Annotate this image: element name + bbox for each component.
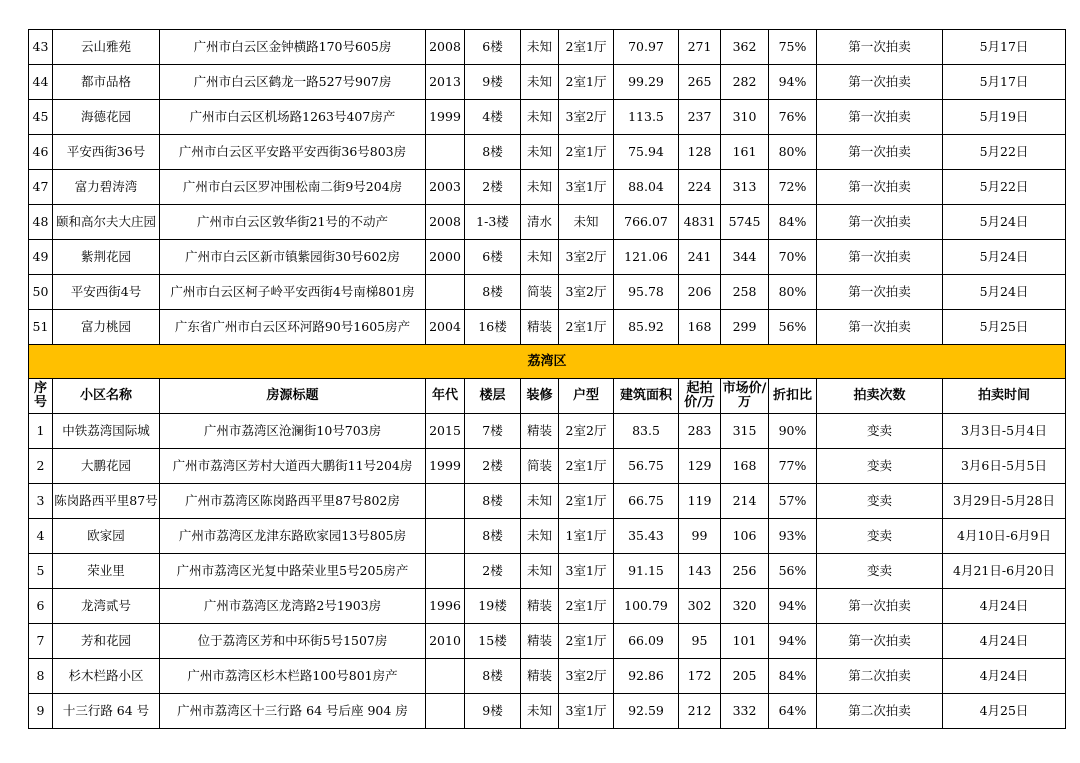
cell-auction-round: 第一次拍卖 bbox=[817, 240, 943, 275]
cell-discount: 80% bbox=[769, 135, 817, 170]
cell-floor: 6楼 bbox=[465, 240, 521, 275]
cell-market-price: 256 bbox=[721, 554, 769, 589]
header-index: 序号 bbox=[29, 379, 53, 414]
cell-floor: 2楼 bbox=[465, 449, 521, 484]
cell-community: 海德花园 bbox=[53, 100, 160, 135]
cell-start-price: 99 bbox=[679, 519, 721, 554]
cell-floor: 1-3楼 bbox=[465, 205, 521, 240]
cell-index: 51 bbox=[29, 310, 53, 345]
cell-title: 广州市荔湾区十三行路 64 号后座 904 房 bbox=[160, 694, 426, 729]
cell-area: 766.07 bbox=[614, 205, 679, 240]
cell-community: 芳和花园 bbox=[53, 624, 160, 659]
cell-market-price: 320 bbox=[721, 589, 769, 624]
cell-discount: 75% bbox=[769, 30, 817, 65]
cell-area: 88.04 bbox=[614, 170, 679, 205]
cell-market-price: 315 bbox=[721, 414, 769, 449]
cell-year bbox=[426, 519, 465, 554]
header-start-price: 起拍价/万 bbox=[679, 379, 721, 414]
cell-auction-date: 4月24日 bbox=[943, 659, 1066, 694]
cell-area: 91.15 bbox=[614, 554, 679, 589]
cell-year: 1999 bbox=[426, 100, 465, 135]
cell-auction-round: 变卖 bbox=[817, 519, 943, 554]
cell-layout: 3室2厅 bbox=[559, 240, 614, 275]
table-row bbox=[29, 205, 1066, 240]
cell-area: 95.78 bbox=[614, 275, 679, 310]
cell-layout: 3室1厅 bbox=[559, 554, 614, 589]
cell-title: 广州市白云区新市镇紫园街30号602房 bbox=[160, 240, 426, 275]
table-row bbox=[29, 554, 1066, 589]
cell-market-price: 313 bbox=[721, 170, 769, 205]
cell-start-price: 168 bbox=[679, 310, 721, 345]
cell-decoration: 精装 bbox=[521, 659, 559, 694]
cell-discount: 72% bbox=[769, 170, 817, 205]
cell-layout: 3室2厅 bbox=[559, 275, 614, 310]
cell-title: 广州市白云区敦华街21号的不动产 bbox=[160, 205, 426, 240]
cell-community: 中铁荔湾国际城 bbox=[53, 414, 160, 449]
cell-year bbox=[426, 275, 465, 310]
table-row bbox=[29, 170, 1066, 205]
cell-decoration: 清水 bbox=[521, 205, 559, 240]
cell-market-price: 362 bbox=[721, 30, 769, 65]
cell-index: 43 bbox=[29, 30, 53, 65]
cell-area: 99.29 bbox=[614, 65, 679, 100]
cell-year: 2008 bbox=[426, 30, 465, 65]
cell-auction-date: 4月24日 bbox=[943, 624, 1066, 659]
cell-area: 70.97 bbox=[614, 30, 679, 65]
cell-auction-date: 4月21日-6月20日 bbox=[943, 554, 1066, 589]
cell-market-price: 5745 bbox=[721, 205, 769, 240]
cell-area: 56.75 bbox=[614, 449, 679, 484]
cell-area: 113.5 bbox=[614, 100, 679, 135]
cell-auction-date: 5月19日 bbox=[943, 100, 1066, 135]
cell-market-price: 168 bbox=[721, 449, 769, 484]
cell-auction-round: 第一次拍卖 bbox=[817, 65, 943, 100]
cell-index: 9 bbox=[29, 694, 53, 729]
cell-start-price: 129 bbox=[679, 449, 721, 484]
cell-decoration: 未知 bbox=[521, 484, 559, 519]
cell-auction-round: 变卖 bbox=[817, 414, 943, 449]
cell-auction-round: 第二次拍卖 bbox=[817, 694, 943, 729]
cell-market-price: 214 bbox=[721, 484, 769, 519]
auction-listing-table bbox=[28, 29, 1066, 729]
cell-auction-round: 第一次拍卖 bbox=[817, 135, 943, 170]
cell-auction-round: 第一次拍卖 bbox=[817, 589, 943, 624]
cell-title: 广州市白云区罗冲围松南二街9号204房 bbox=[160, 170, 426, 205]
cell-layout: 3室2厅 bbox=[559, 659, 614, 694]
cell-community: 十三行路 64 号 bbox=[53, 694, 160, 729]
cell-year: 2000 bbox=[426, 240, 465, 275]
cell-market-price: 344 bbox=[721, 240, 769, 275]
cell-auction-round: 第一次拍卖 bbox=[817, 170, 943, 205]
cell-layout: 2室1厅 bbox=[559, 449, 614, 484]
cell-layout: 2室1厅 bbox=[559, 65, 614, 100]
cell-title: 广州市白云区金钟横路170号605房 bbox=[160, 30, 426, 65]
cell-index: 45 bbox=[29, 100, 53, 135]
cell-title: 广州市荔湾区龙津东路欧家园13号805房 bbox=[160, 519, 426, 554]
header-auction-round: 拍卖次数 bbox=[817, 379, 943, 414]
cell-floor: 7楼 bbox=[465, 414, 521, 449]
cell-index: 50 bbox=[29, 275, 53, 310]
cell-community: 富力桃园 bbox=[53, 310, 160, 345]
cell-index: 8 bbox=[29, 659, 53, 694]
cell-discount: 76% bbox=[769, 100, 817, 135]
cell-community: 颐和高尔夫大庄园 bbox=[53, 205, 160, 240]
cell-discount: 70% bbox=[769, 240, 817, 275]
cell-floor: 15楼 bbox=[465, 624, 521, 659]
cell-auction-date: 5月24日 bbox=[943, 205, 1066, 240]
cell-community: 紫荆花园 bbox=[53, 240, 160, 275]
cell-community: 平安西街4号 bbox=[53, 275, 160, 310]
cell-index: 49 bbox=[29, 240, 53, 275]
cell-decoration: 精装 bbox=[521, 414, 559, 449]
table-row bbox=[29, 65, 1066, 100]
cell-year bbox=[426, 135, 465, 170]
header-market-price: 市场价/万 bbox=[721, 379, 769, 414]
cell-area: 100.79 bbox=[614, 589, 679, 624]
header-layout: 户型 bbox=[559, 379, 614, 414]
cell-community: 龙湾贰号 bbox=[53, 589, 160, 624]
table-row bbox=[29, 449, 1066, 484]
cell-start-price: 212 bbox=[679, 694, 721, 729]
cell-discount: 90% bbox=[769, 414, 817, 449]
cell-year bbox=[426, 484, 465, 519]
cell-start-price: 271 bbox=[679, 30, 721, 65]
cell-floor: 16楼 bbox=[465, 310, 521, 345]
cell-layout: 2室1厅 bbox=[559, 589, 614, 624]
cell-start-price: 224 bbox=[679, 170, 721, 205]
cell-decoration: 未知 bbox=[521, 30, 559, 65]
cell-title: 位于荔湾区芳和中环街5号1507房 bbox=[160, 624, 426, 659]
cell-auction-date: 4月25日 bbox=[943, 694, 1066, 729]
cell-auction-round: 第一次拍卖 bbox=[817, 30, 943, 65]
cell-year: 2003 bbox=[426, 170, 465, 205]
cell-layout: 1室1厅 bbox=[559, 519, 614, 554]
cell-auction-round: 变卖 bbox=[817, 484, 943, 519]
cell-title: 广州市白云区平安路平安西街36号803房 bbox=[160, 135, 426, 170]
cell-market-price: 101 bbox=[721, 624, 769, 659]
cell-layout: 3室1厅 bbox=[559, 694, 614, 729]
cell-floor: 8楼 bbox=[465, 484, 521, 519]
cell-floor: 4楼 bbox=[465, 100, 521, 135]
cell-discount: 57% bbox=[769, 484, 817, 519]
cell-auction-date: 5月25日 bbox=[943, 310, 1066, 345]
cell-community: 杉木栏路小区 bbox=[53, 659, 160, 694]
cell-auction-date: 3月6日-5月5日 bbox=[943, 449, 1066, 484]
cell-index: 2 bbox=[29, 449, 53, 484]
liwan-rows bbox=[29, 414, 1066, 729]
cell-decoration: 未知 bbox=[521, 65, 559, 100]
cell-floor: 9楼 bbox=[465, 694, 521, 729]
cell-year bbox=[426, 554, 465, 589]
cell-index: 7 bbox=[29, 624, 53, 659]
cell-title: 广州市荔湾区杉木栏路100号801房产 bbox=[160, 659, 426, 694]
cell-discount: 56% bbox=[769, 310, 817, 345]
cell-layout: 2室2厅 bbox=[559, 414, 614, 449]
cell-decoration: 未知 bbox=[521, 240, 559, 275]
cell-title: 广州市白云区柯子岭平安西街4号南梯801房 bbox=[160, 275, 426, 310]
section-title: 荔湾区 bbox=[29, 345, 1066, 379]
table-row bbox=[29, 484, 1066, 519]
cell-year: 1996 bbox=[426, 589, 465, 624]
cell-auction-date: 4月24日 bbox=[943, 589, 1066, 624]
cell-market-price: 310 bbox=[721, 100, 769, 135]
cell-layout: 3室2厅 bbox=[559, 100, 614, 135]
cell-start-price: 95 bbox=[679, 624, 721, 659]
cell-floor: 9楼 bbox=[465, 65, 521, 100]
cell-title: 广州市白云区鹤龙一路527号907房 bbox=[160, 65, 426, 100]
cell-index: 46 bbox=[29, 135, 53, 170]
cell-floor: 2楼 bbox=[465, 170, 521, 205]
cell-area: 35.43 bbox=[614, 519, 679, 554]
cell-discount: 94% bbox=[769, 589, 817, 624]
cell-start-price: 4831 bbox=[679, 205, 721, 240]
cell-title: 广州市白云区机场路1263号407房产 bbox=[160, 100, 426, 135]
cell-auction-round: 第二次拍卖 bbox=[817, 659, 943, 694]
header-community: 小区名称 bbox=[53, 379, 160, 414]
cell-auction-round: 变卖 bbox=[817, 449, 943, 484]
cell-start-price: 172 bbox=[679, 659, 721, 694]
table-row bbox=[29, 30, 1066, 65]
cell-title: 广州市荔湾区光复中路荣业里5号205房产 bbox=[160, 554, 426, 589]
table-row bbox=[29, 694, 1066, 729]
cell-auction-round: 变卖 bbox=[817, 554, 943, 589]
table-row bbox=[29, 624, 1066, 659]
cell-decoration: 简装 bbox=[521, 275, 559, 310]
table-row bbox=[29, 659, 1066, 694]
cell-year: 2013 bbox=[426, 65, 465, 100]
cell-area: 75.94 bbox=[614, 135, 679, 170]
cell-community: 平安西街36号 bbox=[53, 135, 160, 170]
cell-layout: 2室1厅 bbox=[559, 310, 614, 345]
table-row bbox=[29, 414, 1066, 449]
cell-auction-date: 5月24日 bbox=[943, 240, 1066, 275]
cell-index: 1 bbox=[29, 414, 53, 449]
cell-community: 欧家园 bbox=[53, 519, 160, 554]
cell-area: 92.59 bbox=[614, 694, 679, 729]
cell-auction-date: 5月17日 bbox=[943, 30, 1066, 65]
cell-start-price: 283 bbox=[679, 414, 721, 449]
header-row bbox=[29, 379, 1066, 414]
cell-start-price: 119 bbox=[679, 484, 721, 519]
section-row-liwan bbox=[29, 345, 1066, 379]
cell-discount: 94% bbox=[769, 624, 817, 659]
cell-community: 陈岗路西平里87号 bbox=[53, 484, 160, 519]
cell-decoration: 精装 bbox=[521, 624, 559, 659]
cell-decoration: 未知 bbox=[521, 694, 559, 729]
cell-area: 66.09 bbox=[614, 624, 679, 659]
cell-floor: 8楼 bbox=[465, 519, 521, 554]
table-row bbox=[29, 240, 1066, 275]
cell-year bbox=[426, 659, 465, 694]
cell-discount: 64% bbox=[769, 694, 817, 729]
cell-floor: 8楼 bbox=[465, 135, 521, 170]
baiyun-rows bbox=[29, 30, 1066, 345]
cell-decoration: 未知 bbox=[521, 170, 559, 205]
cell-start-price: 128 bbox=[679, 135, 721, 170]
cell-year: 2004 bbox=[426, 310, 465, 345]
cell-market-price: 161 bbox=[721, 135, 769, 170]
cell-auction-round: 第一次拍卖 bbox=[817, 205, 943, 240]
cell-floor: 8楼 bbox=[465, 275, 521, 310]
cell-layout: 2室1厅 bbox=[559, 30, 614, 65]
cell-auction-date: 4月10日-6月9日 bbox=[943, 519, 1066, 554]
cell-title: 广州市荔湾区芳村大道西大鹏街11号204房 bbox=[160, 449, 426, 484]
cell-market-price: 106 bbox=[721, 519, 769, 554]
cell-community: 荣业里 bbox=[53, 554, 160, 589]
cell-area: 121.06 bbox=[614, 240, 679, 275]
cell-index: 6 bbox=[29, 589, 53, 624]
header-floor: 楼层 bbox=[465, 379, 521, 414]
cell-layout: 2室1厅 bbox=[559, 624, 614, 659]
header-area: 建筑面积 bbox=[614, 379, 679, 414]
header-discount: 折扣比 bbox=[769, 379, 817, 414]
cell-start-price: 206 bbox=[679, 275, 721, 310]
cell-floor: 2楼 bbox=[465, 554, 521, 589]
cell-year bbox=[426, 694, 465, 729]
cell-market-price: 299 bbox=[721, 310, 769, 345]
cell-community: 云山雅苑 bbox=[53, 30, 160, 65]
cell-auction-round: 第一次拍卖 bbox=[817, 310, 943, 345]
cell-year: 2015 bbox=[426, 414, 465, 449]
cell-year: 2008 bbox=[426, 205, 465, 240]
cell-index: 5 bbox=[29, 554, 53, 589]
cell-year: 1999 bbox=[426, 449, 465, 484]
cell-layout: 2室1厅 bbox=[559, 135, 614, 170]
cell-discount: 84% bbox=[769, 659, 817, 694]
cell-floor: 6楼 bbox=[465, 30, 521, 65]
cell-title: 广州市荔湾区沧澜街10号703房 bbox=[160, 414, 426, 449]
table-row bbox=[29, 589, 1066, 624]
table-row bbox=[29, 275, 1066, 310]
header-auction-date: 拍卖时间 bbox=[943, 379, 1066, 414]
cell-auction-round: 第一次拍卖 bbox=[817, 100, 943, 135]
header-title: 房源标题 bbox=[160, 379, 426, 414]
cell-market-price: 332 bbox=[721, 694, 769, 729]
cell-discount: 84% bbox=[769, 205, 817, 240]
cell-floor: 19楼 bbox=[465, 589, 521, 624]
cell-auction-date: 5月24日 bbox=[943, 275, 1066, 310]
cell-auction-date: 3月29日-5月28日 bbox=[943, 484, 1066, 519]
cell-area: 92.86 bbox=[614, 659, 679, 694]
cell-index: 48 bbox=[29, 205, 53, 240]
cell-start-price: 302 bbox=[679, 589, 721, 624]
cell-auction-date: 3月3日-5月4日 bbox=[943, 414, 1066, 449]
cell-community: 大鹏花园 bbox=[53, 449, 160, 484]
cell-community: 富力碧涛湾 bbox=[53, 170, 160, 205]
cell-decoration: 未知 bbox=[521, 135, 559, 170]
header-year: 年代 bbox=[426, 379, 465, 414]
cell-area: 83.5 bbox=[614, 414, 679, 449]
cell-decoration: 精装 bbox=[521, 589, 559, 624]
cell-year: 2010 bbox=[426, 624, 465, 659]
cell-layout: 3室1厅 bbox=[559, 170, 614, 205]
cell-decoration: 未知 bbox=[521, 519, 559, 554]
cell-start-price: 237 bbox=[679, 100, 721, 135]
cell-discount: 77% bbox=[769, 449, 817, 484]
cell-decoration: 精装 bbox=[521, 310, 559, 345]
cell-decoration: 未知 bbox=[521, 100, 559, 135]
cell-layout: 2室1厅 bbox=[559, 484, 614, 519]
cell-start-price: 143 bbox=[679, 554, 721, 589]
table-row bbox=[29, 519, 1066, 554]
table-row bbox=[29, 310, 1066, 345]
cell-decoration: 简装 bbox=[521, 449, 559, 484]
cell-market-price: 282 bbox=[721, 65, 769, 100]
cell-discount: 80% bbox=[769, 275, 817, 310]
cell-index: 4 bbox=[29, 519, 53, 554]
cell-start-price: 265 bbox=[679, 65, 721, 100]
cell-index: 44 bbox=[29, 65, 53, 100]
cell-market-price: 258 bbox=[721, 275, 769, 310]
cell-area: 85.92 bbox=[614, 310, 679, 345]
cell-discount: 93% bbox=[769, 519, 817, 554]
cell-market-price: 205 bbox=[721, 659, 769, 694]
table-row bbox=[29, 135, 1066, 170]
cell-community: 都市品格 bbox=[53, 65, 160, 100]
cell-auction-date: 5月22日 bbox=[943, 135, 1066, 170]
cell-decoration: 未知 bbox=[521, 554, 559, 589]
cell-floor: 8楼 bbox=[465, 659, 521, 694]
cell-index: 47 bbox=[29, 170, 53, 205]
cell-auction-date: 5月17日 bbox=[943, 65, 1066, 100]
cell-index: 3 bbox=[29, 484, 53, 519]
cell-auction-date: 5月22日 bbox=[943, 170, 1066, 205]
header-decoration: 装修 bbox=[521, 379, 559, 414]
cell-discount: 94% bbox=[769, 65, 817, 100]
cell-discount: 56% bbox=[769, 554, 817, 589]
cell-auction-round: 第一次拍卖 bbox=[817, 275, 943, 310]
cell-area: 66.75 bbox=[614, 484, 679, 519]
cell-layout: 未知 bbox=[559, 205, 614, 240]
cell-title: 广州市荔湾区陈岗路西平里87号802房 bbox=[160, 484, 426, 519]
cell-auction-round: 第一次拍卖 bbox=[817, 624, 943, 659]
table-row bbox=[29, 100, 1066, 135]
cell-title: 广州市荔湾区龙湾路2号1903房 bbox=[160, 589, 426, 624]
cell-start-price: 241 bbox=[679, 240, 721, 275]
cell-title: 广东省广州市白云区环河路90号1605房产 bbox=[160, 310, 426, 345]
